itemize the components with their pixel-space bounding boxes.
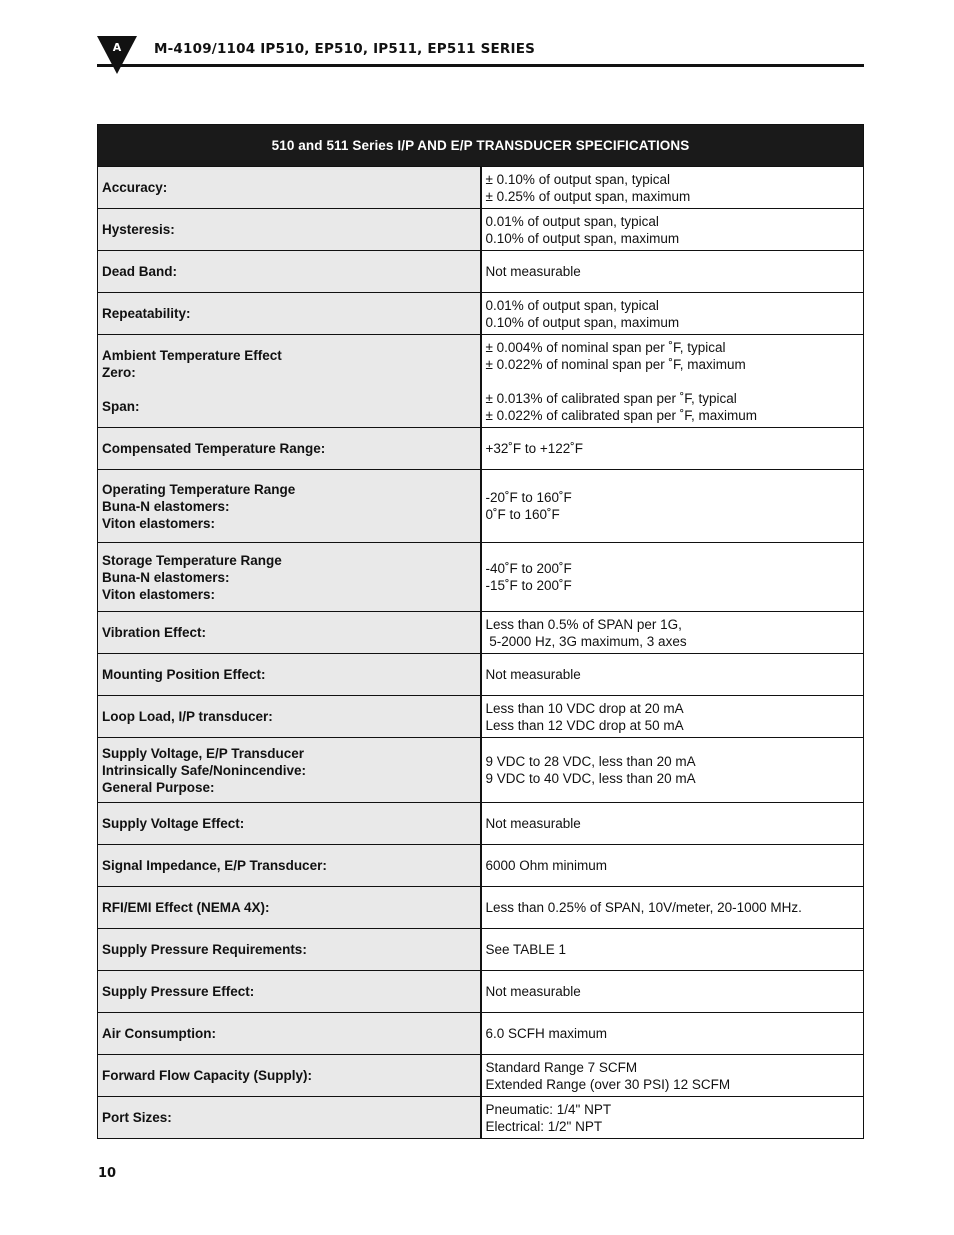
spec-label: [98, 738, 481, 803]
spec-value-line: ± 0.013% of calibrated span per ˚F, typical: [485, 390, 737, 406]
spec-value-line: 6.0 SCFH maximum: [485, 1026, 608, 1041]
page-header: [97, 34, 864, 74]
spec-value-line: ± 0.022% of nominal span per ˚F, maximum: [485, 356, 746, 372]
spec-value-line: Standard Range 7 SCFM: [485, 1059, 638, 1075]
spec-label-line: Loop Load, I/P transducer:: [102, 709, 273, 724]
spec-label-line: Ambient Temperature Effect: [102, 348, 282, 363]
table-row: [98, 696, 864, 738]
spec-label-line: Zero:: [102, 365, 136, 380]
spec-label: [98, 251, 481, 293]
spec-label-line: Viton elastomers:: [102, 586, 216, 602]
spec-value: [481, 612, 864, 654]
spec-value-line: See TABLE 1: [485, 942, 567, 957]
logo-icon: [97, 34, 137, 74]
spec-label-line: Storage Temperature Range: [102, 552, 282, 568]
spec-value: [481, 209, 864, 251]
table-row: [98, 167, 864, 209]
spec-label-line: Repeatability:: [102, 306, 191, 321]
spec-value: [481, 335, 864, 428]
spec-value: [481, 1013, 864, 1055]
spec-value-line: Electrical: 1/2" NPT: [485, 1118, 603, 1134]
spec-label-line: Mounting Position Effect:: [102, 667, 266, 682]
spec-label-line: Supply Pressure Effect:: [102, 984, 255, 999]
spec-value-line: -15˚F to 200˚F: [485, 578, 572, 593]
spec-label-line: Buna-N elastomers:: [102, 569, 230, 585]
spec-value-line: Less than 12 VDC drop at 50 mA: [485, 717, 684, 733]
spec-value: [481, 803, 864, 845]
table-title-row: [98, 125, 864, 167]
table-body: [98, 167, 864, 1139]
table-row: [98, 335, 864, 428]
spec-label: [98, 929, 481, 971]
spec-label-line: Accuracy:: [102, 180, 168, 195]
spec-value-line: Not measurable: [485, 667, 581, 682]
table-row: [98, 612, 864, 654]
spec-value-line: ± 0.25% of output span, maximum: [485, 188, 691, 204]
spec-value-line: 5-2000 Hz, 3G maximum, 3 axes: [485, 633, 687, 649]
spec-value-line: 0.10% of output span, maximum: [485, 230, 680, 246]
spec-value: [481, 929, 864, 971]
spec-label: [98, 335, 481, 428]
spec-value: [481, 887, 864, 929]
spec-value: [481, 845, 864, 887]
spec-value-line: ± 0.022% of calibrated span per ˚F, maximum: [485, 407, 758, 423]
table-row: [98, 251, 864, 293]
spec-value-line: ± 0.10% of output span, typical: [485, 171, 671, 187]
spec-value-line: -20˚F to 160˚F: [485, 490, 572, 505]
spec-value-line: 0.01% of output span, typical: [485, 213, 659, 229]
spec-label-line: Supply Voltage, E/P Transducer: [102, 745, 305, 761]
table-row: [98, 543, 864, 612]
spec-label: [98, 543, 481, 612]
spec-value-line: 0.01% of output span, typical: [485, 297, 659, 313]
spec-value-line: 9 VDC to 28 VDC, less than 20 mA: [485, 754, 696, 769]
spec-label-line: Compensated Temperature Range:: [102, 441, 326, 456]
spec-value: [481, 470, 864, 543]
page-number: 10: [98, 1166, 117, 1181]
spec-label: [98, 1097, 481, 1139]
spec-value-line: -40˚F to 200˚F: [485, 561, 572, 576]
table-row: [98, 293, 864, 335]
spec-value: [481, 738, 864, 803]
table-row: [98, 738, 864, 803]
spec-label-line: Signal Impedance, E/P Transducer:: [102, 858, 327, 873]
spec-value-line: Pneumatic: 1/4" NPT: [485, 1101, 612, 1117]
spec-label-line: Hysteresis:: [102, 222, 175, 237]
table-row: [98, 1055, 864, 1097]
spec-label-line: Span:: [102, 399, 140, 414]
spec-label-line: Operating Temperature Range: [102, 481, 296, 497]
spec-value-line: Less than 0.5% of SPAN per 1G,: [485, 616, 682, 632]
spec-value: [481, 428, 864, 470]
spec-value-line: Less than 10 VDC drop at 20 mA: [485, 700, 684, 716]
spec-value: [481, 1055, 864, 1097]
spec-label: [98, 1013, 481, 1055]
spec-value-line: Less than 0.25% of SPAN, 10V/meter, 20-1000 MHz.: [485, 900, 802, 915]
spec-value-line: 0˚F to 160˚F: [485, 507, 560, 522]
spec-value-line: Not measurable: [485, 816, 581, 831]
spec-value: [481, 167, 864, 209]
table-row: [98, 1013, 864, 1055]
spec-label-line: Port Sizes:: [102, 1110, 172, 1125]
spec-label-line: Vibration Effect:: [102, 625, 207, 640]
spec-label-line: Buna-N elastomers:: [102, 498, 230, 514]
spec-label: [98, 971, 481, 1013]
spec-value: [481, 293, 864, 335]
table-row: [98, 803, 864, 845]
table-row: [98, 428, 864, 470]
spec-label: [98, 887, 481, 929]
table-row: [98, 887, 864, 929]
spec-value: [481, 1097, 864, 1139]
document-title: M-4109/1104 IP510, EP510, IP511, EP511 SERIES: [154, 41, 536, 57]
header-divider: [97, 64, 864, 67]
spec-value: [481, 251, 864, 293]
spec-value: [481, 971, 864, 1013]
spec-label: [98, 470, 481, 543]
table-row: [98, 1097, 864, 1139]
spec-value-line: ± 0.004% of nominal span per ˚F, typical: [485, 339, 726, 355]
spec-label: [98, 803, 481, 845]
spec-value: [481, 543, 864, 612]
spec-label: [98, 209, 481, 251]
table-row: [98, 470, 864, 543]
spec-label-line: Viton elastomers:: [102, 515, 216, 531]
spec-value-line: +32˚F to +122˚F: [485, 441, 584, 456]
spec-label-line: Air Consumption:: [102, 1026, 216, 1041]
spec-label-line: Intrinsically Safe/Nonincendive:: [102, 762, 307, 778]
specifications-table: [97, 124, 864, 1139]
spec-value: [481, 696, 864, 738]
spec-label: [98, 428, 481, 470]
spec-label-line: RFI/EMI Effect (NEMA 4X):: [102, 900, 270, 915]
spec-label-line: Dead Band:: [102, 264, 178, 279]
spec-label: [98, 167, 481, 209]
spec-value: [481, 654, 864, 696]
spec-label: [98, 845, 481, 887]
spec-value-line: 6000 Ohm minimum: [485, 858, 608, 873]
spec-value-line: Not measurable: [485, 984, 581, 999]
spec-label: [98, 612, 481, 654]
spec-label-line: Supply Pressure Requirements:: [102, 942, 307, 957]
spec-value-line: 0.10% of output span, maximum: [485, 314, 680, 330]
table-row: [98, 209, 864, 251]
spec-value-line: Not measurable: [485, 264, 581, 279]
table-row: [98, 845, 864, 887]
table-row: [98, 971, 864, 1013]
spec-label: [98, 696, 481, 738]
spec-value-line: [486, 373, 860, 390]
table-title: 510 and 511 Series I/P AND E/P TRANSDUCER SPECIFICATIONS: [98, 125, 864, 167]
spec-label-line: General Purpose:: [102, 779, 215, 795]
spec-label-line: [102, 381, 476, 398]
table-row: [98, 654, 864, 696]
table-row: [98, 929, 864, 971]
spec-value-line: 9 VDC to 40 VDC, less than 20 mA: [485, 771, 696, 786]
spec-label-line: Forward Flow Capacity (Supply):: [102, 1068, 313, 1083]
spec-value-line: Extended Range (over 30 PSI) 12 SCFM: [485, 1076, 731, 1092]
spec-label: [98, 293, 481, 335]
spec-label-line: Supply Voltage Effect:: [102, 816, 245, 831]
spec-label: [98, 654, 481, 696]
logo-letter: A: [112, 41, 122, 54]
spec-label: [98, 1055, 481, 1097]
